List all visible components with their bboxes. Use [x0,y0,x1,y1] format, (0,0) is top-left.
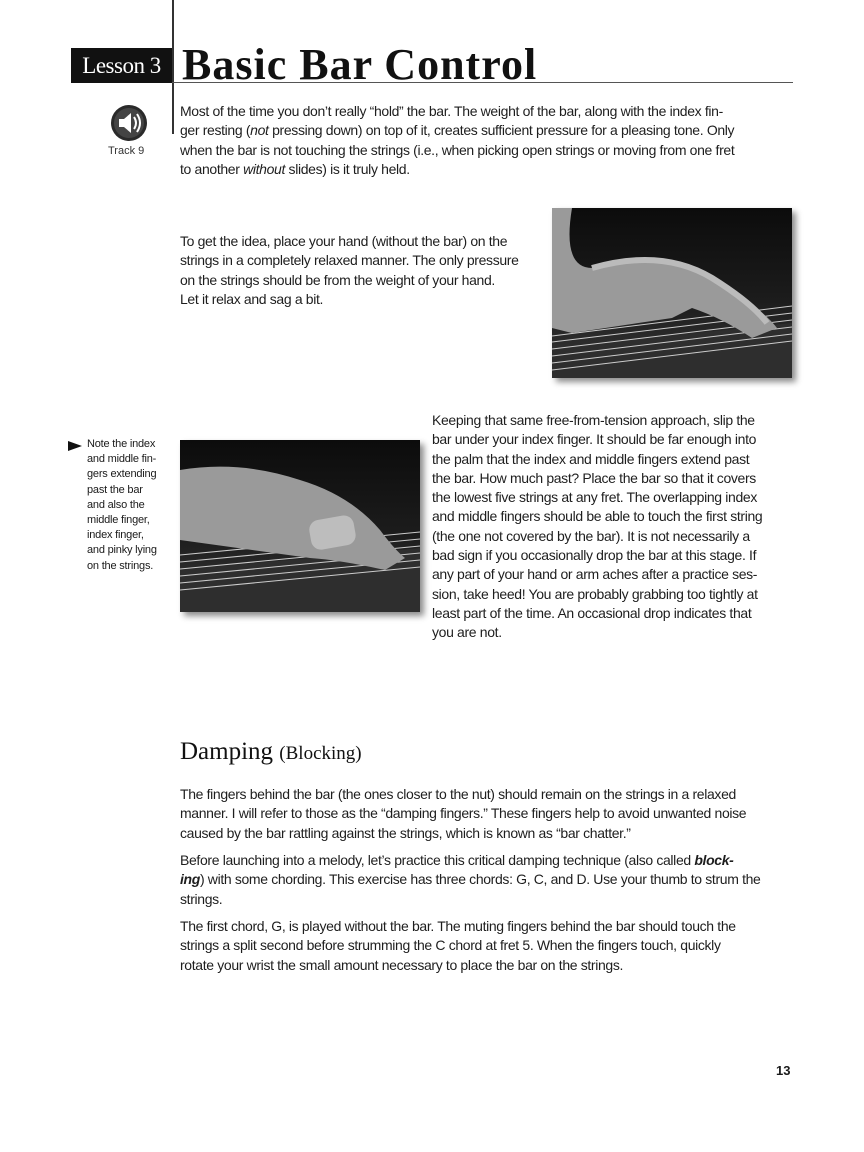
text-line [180,917,736,936]
text-line [432,469,762,488]
text-segment: The fingers behind the bar (the ones closer to the nut) should remain on the strings in a relaxed [180,786,736,802]
text-line [180,271,519,290]
text-line [180,121,734,140]
track-label: Track 9 [108,145,145,157]
text-line [432,430,762,449]
text-line [180,141,734,160]
text-segment: least part of the time. An occasional drop indicates that [432,604,752,621]
caption-line: gers extending [87,468,157,481]
divider-vertical [172,0,174,134]
text-line [180,251,519,270]
text-segment: rotate your wrist the small amount necessary to place the bar on the strings. [180,956,624,973]
text-line [180,956,736,975]
text-segment: any part of your hand or arm aches after a practice ses- [432,566,758,583]
text-line [180,160,734,179]
photo-relaxed-hand [552,208,792,378]
text-segment: Let it relax and sag a bit. [180,290,324,307]
text-segment: strings a split second before strumming the C chord at fret 5. When the fingers touch, quickly [180,937,721,954]
paragraph-bar-placement [432,411,762,643]
text-line [432,604,762,623]
emphasis-text: without [243,160,286,177]
paragraph-hand-placement [180,232,519,309]
text-line [180,232,519,251]
section-heading-damping [180,737,362,769]
paragraph-first-chord [180,917,736,975]
photo-hand-with-bar [180,440,420,612]
text-segment: slides) is it truly held. [285,160,410,177]
text-segment: you are not. [432,624,502,641]
caption-line: Note the index [87,438,156,450]
text-segment: The first chord, G, is played without the bar. The muting fingers behind the bar should touch the [180,918,736,934]
text-line [432,585,762,604]
text-segment: when the bar is not touching the strings (i.e., when picking open strings or moving from one fret [180,141,735,158]
page-title: Basic Bar Control [182,40,538,89]
photo-caption [87,437,157,574]
text-line [180,102,734,121]
text-segment: bar under your index finger. It should be far enough into [432,431,757,448]
text-segment: strings in a completely relaxed manner. The only pressure [180,252,519,269]
text-line [180,824,746,843]
text-line [432,623,762,642]
caption-line: on the strings. [87,559,154,572]
paragraph-damping-fingers [180,785,746,843]
caption-line: and middle fin- [87,453,157,466]
text-line [180,870,761,889]
emphasis-text: block- [694,852,734,868]
text-segment: ) with some chording. This exercise has three chords: G, C, and D. Use your thumb to strum the [199,871,761,888]
text-line [432,565,762,584]
text-segment: Most of the time you don’t really “hold” the bar. The weight of the bar, along with the index fin- [180,103,723,119]
text-line [180,804,746,823]
text-segment: to another [180,160,244,177]
caption-line: index finger, [87,529,144,542]
text-segment: Before launching into a melody, let’s practice this critical damping technique (also called [180,852,695,868]
text-line [432,411,762,430]
lesson-label: Lesson 3 [71,48,172,83]
text-segment: manner. I will refer to those as the “damping fingers.” These fingers help to avoid unwanted noise [180,805,747,822]
text-line [432,450,762,469]
text-line [180,785,746,804]
text-segment: caused by the bar rattling against the strings, which is known as “bar chatter.” [180,824,631,841]
text-segment: Keeping that same free-from-tension approach, slip the [432,412,755,428]
text-line [180,290,519,309]
text-segment: strings. [180,890,223,907]
intro-paragraph [180,102,734,179]
caption-line: and also the [87,498,145,511]
text-line [432,507,762,526]
text-segment: pressing down) on top of it, creates sufficient pressure for a pleasing tone. Only [268,122,735,139]
text-segment: sion, take heed! You are probably grabbing too tightly at [432,585,758,602]
text-segment: ger resting ( [180,122,251,139]
text-segment: the palm that the index and middle fingers extend past [432,450,750,467]
arrow-right-icon [68,438,82,456]
text-line [180,936,736,955]
caption-line: past the bar [87,483,143,496]
text-line [432,527,762,546]
text-segment: and middle fingers should be able to touch the first string [432,508,763,525]
emphasis-text: not [250,122,269,139]
text-line [432,546,762,565]
text-segment: the bar. How much past? Place the bar so that it covers [432,469,756,486]
emphasis-text: ing [180,871,200,888]
text-segment: To get the idea, place your hand (without the bar) on the [180,233,508,249]
text-segment: bad sign if you occasionally drop the bar at this stage. If [432,547,757,564]
text-line [180,851,761,870]
caption-line: middle finger, [87,514,150,527]
text-line [432,488,762,507]
paragraph-blocking-exercise [180,851,761,909]
speaker-icon[interactable] [110,104,148,142]
page-number: 13 [776,1063,791,1078]
text-segment: (the one not covered by the bar). It is not necessarily a [432,527,750,544]
text-segment: the lowest five strings at any fret. The overlapping index [432,489,757,506]
section-title: Damping [180,738,274,765]
text-segment: on the strings should be from the weight of your hand. [180,271,495,288]
text-line [180,890,761,909]
section-subtitle: (Blocking) [279,743,362,764]
caption-line: and pinky lying [87,544,157,557]
